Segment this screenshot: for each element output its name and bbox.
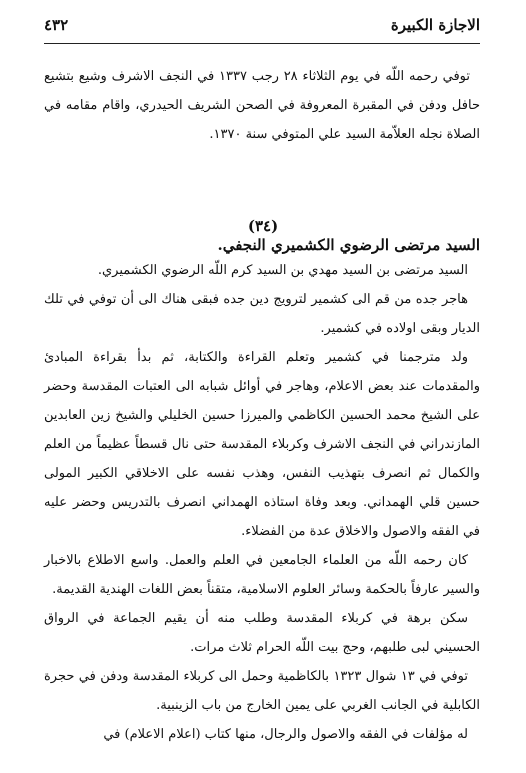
page-number: ٤٣٢ xyxy=(44,16,69,34)
paragraph-residence: سكن برهة في كربلاء المقدسة وطلب منه أن يقيم الجماعة في الرواق الحسيني لبى طلبهم، وحج بيت اللّه الحرام ثلاث مرات. xyxy=(44,611,480,655)
section-number: (٣٤) xyxy=(247,217,279,235)
book-title: الاجازة الكبيرة xyxy=(390,16,480,34)
page-header xyxy=(44,10,480,40)
entry-title: السيد مرتضى الرضوي الكشميري النجفي. xyxy=(217,236,480,254)
entry-body xyxy=(44,256,480,749)
paragraph-lineage: السيد مرتضى بن السيد مهدي بن السيد كرم اللّه الرضوي الكشميري. xyxy=(97,263,468,278)
paragraph-death: توفي في ١٣ شوال ١٣٢٣ بالكاظمية وحمل الى كربلاء المقدسة ودفن في حجرة الكابلية في الجانب الغربي على يمين الخارج من باب الزينبية. xyxy=(44,669,480,713)
paragraph-character: كان رحمه اللّه من العلماء الجامعين في العلم والعمل. واسع الاطلاع بالاخبار والسير عارفاً بالحكمة وسائر العلوم الاسلامية، متقناً بعض اللغات الهندية القديمة. xyxy=(44,553,480,597)
paragraph-education: ولد مترجمنا في كشمير وتعلم القراءة والكتابة، ثم بدأ بقراءة المبادئ والمقدمات عند بعض الاعلام، وهاجر في أوائل شبابه الى العتبات المقدسة وحضر على الشيخ محمد الحسين الكاظمي والميرزا حسين الخليلي والشيخ زين العابدين المازندراني في النجف الاشرف وكربلاء المقدسة حتى نال قسطاً عظيماً من العلم والكمال ثم انصرف بتهذيب النفس، وهذب نفسه على الاخلاقي الكبير المولى حسين قلي الهمداني. وبعد وفاة استاذه الهمداني انصرف بالتدريس وحضر عليه في الفقه والاصول والاخلاق عدة من الفضلاء. xyxy=(44,350,480,539)
intro-paragraph: توفي رحمه اللّه في يوم الثلاثاء ٢٨ رجب ١٣٣٧ في النجف الاشرف وشيع بتشيع حافل ودفن في المقبرة المعروفة في الصحن الشريف الحيدري، واقام مقامه في الصلاة نجله العلاّمة السيد علي المتوفي سنة ١٣٧٠. xyxy=(44,69,480,142)
paragraph-migration: هاجر جده من قم الى كشمير لترويج دين جده فبقى هناك الى أن توفي في تلك الديار وبقى اولاده في كشمير. xyxy=(44,292,480,336)
intro-block xyxy=(44,62,480,149)
header-divider xyxy=(44,43,480,44)
paragraph-works: له مؤلفات في الفقه والاصول والرجال، منها كتاب (اعلام الاعلام) في xyxy=(103,727,468,742)
